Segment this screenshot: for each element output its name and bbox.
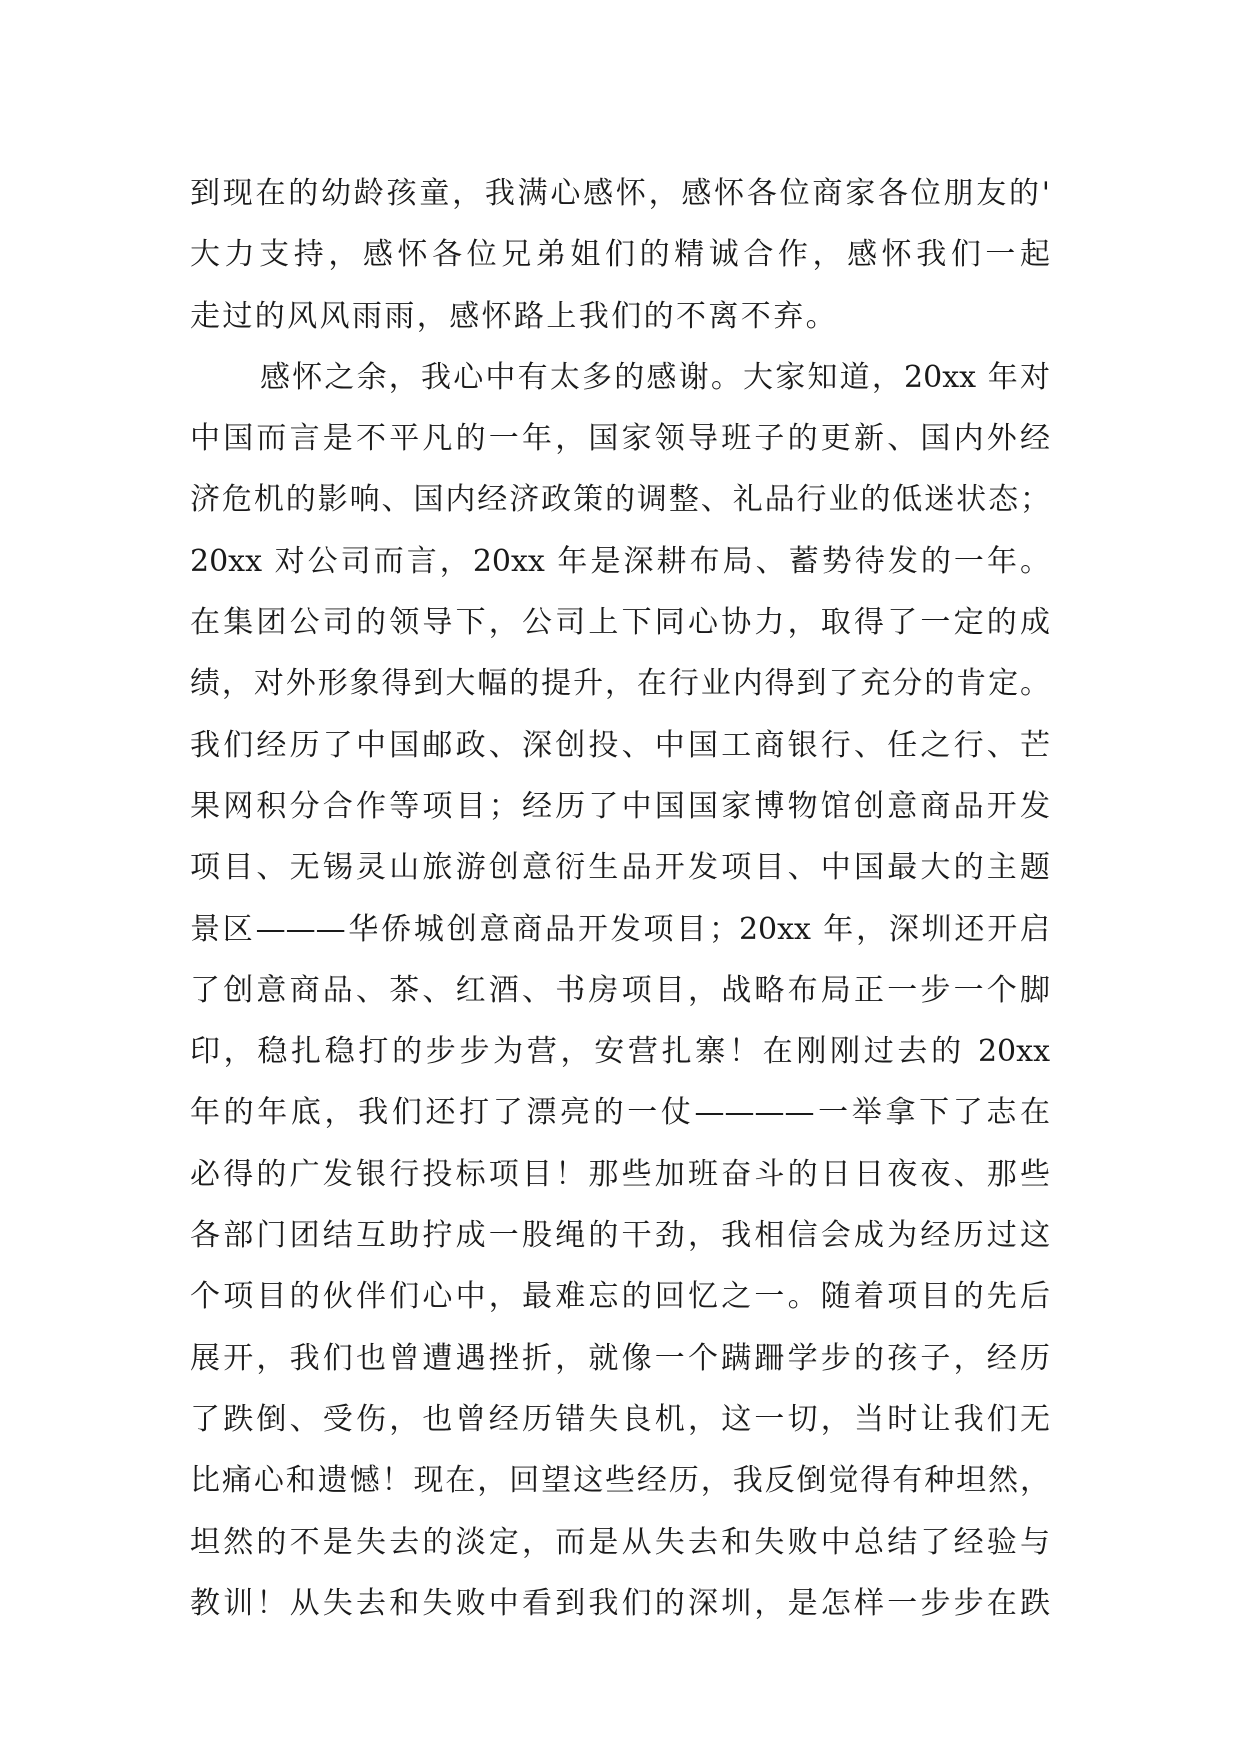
- text-line: 了创意商品、茶、红酒、书房项目，战略布局正一步一个脚: [190, 972, 1050, 1008]
- text-line: 中国而言是不平凡的一年，国家领导班子的更新、国内外经: [190, 421, 1050, 457]
- text-line: 教训！从失去和失败中看到我们的深圳，是怎样一步步在跌: [190, 1585, 1050, 1621]
- text-line: 展开，我们也曾遭遇挫折，就像一个蹒跚学步的孩子，经历: [190, 1340, 1050, 1376]
- text-line: 必得的广发银行投标项目！那些加班奋斗的日日夜夜、那些: [190, 1156, 1050, 1192]
- text-line: 景区———华侨城创意商品开发项目；20xx 年，深圳还开启: [190, 911, 1050, 947]
- text-line: 大力支持，感怀各位兄弟姐们的精诚合作，感怀我们一起: [190, 237, 1050, 273]
- text-line: 印，稳扎稳打的步步为营，安营扎寨！在刚刚过去的 20xx: [190, 1034, 1050, 1070]
- text-line: 年的年底，我们还打了漂亮的一仗————一举拿下了志在: [190, 1095, 1050, 1131]
- body-text: [190, 163, 1050, 1634]
- text-line: 比痛心和遗憾！现在，回望这些经历，我反倒觉得有种坦然，: [190, 1463, 1050, 1499]
- text-line: 坦然的不是失去的淡定，而是从失去和失败中总结了经验与: [190, 1524, 1050, 1560]
- text-line: 我们经历了中国邮政、深创投、中国工商银行、任之行、芒: [190, 727, 1050, 763]
- text-line: 20xx 对公司而言，20xx 年是深耕布局、蓄势待发的一年。: [190, 543, 1050, 579]
- text-line: 果网积分合作等项目；经历了中国国家博物馆创意商品开发: [190, 788, 1050, 824]
- text-line: 各部门团结互助拧成一股绳的干劲，我相信会成为经历过这: [190, 1218, 1050, 1254]
- text-line: 济危机的影响、国内经济政策的调整、礼品行业的低迷状态；: [190, 482, 1050, 518]
- text-line: 走过的风风雨雨，感怀路上我们的不离不弃。: [190, 298, 838, 334]
- text-line: 了跌倒、受伤，也曾经历错失良机，这一切，当时让我们无: [190, 1401, 1050, 1437]
- text-line: 个项目的伙伴们心中，最难忘的回忆之一。随着项目的先后: [190, 1279, 1050, 1315]
- text-line: 绩，对外形象得到大幅的提升，在行业内得到了充分的肯定。: [190, 666, 1050, 702]
- paragraph-first-line: 感怀之余，我心中有太多的感谢。大家知道，20xx 年对: [260, 359, 1050, 395]
- text-line: 项目、无锡灵山旅游创意衍生品开发项目、中国最大的主题: [190, 850, 1050, 886]
- text-line: 在集团公司的领导下，公司上下同心协力，取得了一定的成: [190, 605, 1050, 641]
- text-line: 到现在的幼龄孩童，我满心感怀，感怀各位商家各位朋友的': [190, 176, 1050, 211]
